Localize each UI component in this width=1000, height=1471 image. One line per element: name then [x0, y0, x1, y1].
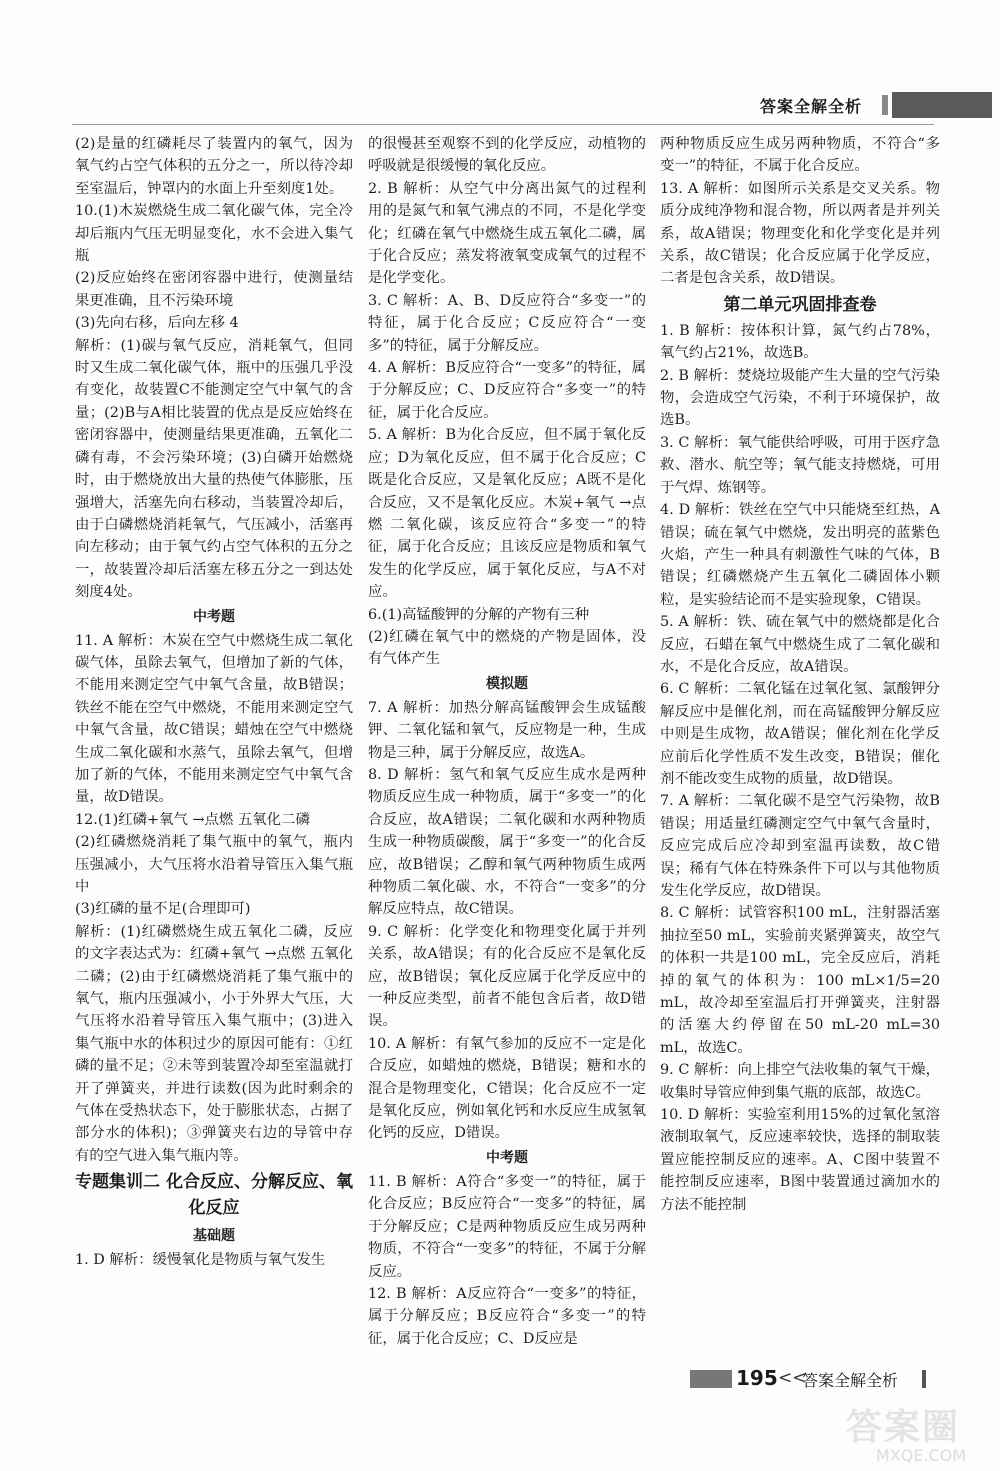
- subsection-heading: 基础题: [193, 1228, 235, 1245]
- subsection-heading: 模拟题: [486, 675, 528, 692]
- header-gray-block: [892, 92, 992, 118]
- subsection-heading: 中考题: [486, 1149, 528, 1166]
- answer-item: 的很慢甚至观察不到的化学反应，动植物的呼吸就是很缓慢的氧化反应。: [368, 136, 646, 175]
- answer-item: 12.(1)红磷+氧气 →点燃 五氧化二磷 (2)红磷燃烧消耗了集气瓶中的氧气，瓶内压强减小，大气压将水沿着导管压入集气瓶中 (3)红磷的量不足(合理即可) 解析：(1)红磷燃烧生成五氧化二磷，反应的文字表达式为：红磷+氧气 →点燃 五氧化二磷；(2)由于红磷燃烧消耗了集气瓶中的氧气，瓶内压强减小，小于外界大气压，大气压将水沿着导管压入集气瓶中；(3)进入集气瓶中水的体积过少的原因可能有：①红磷的量不足；②未等到装置冷却至室温就打开了弹簧夹，并进行读数(因为此时剩余的气体在受热状态下，处于膨胀状态，占据了部分水的体积)；③弹簧夹右边的导管中存有的空气进入集气瓶内等。: [75, 811, 353, 1164]
- watermark-logo-text: 答案圈: [846, 1407, 961, 1448]
- answer-item: 12. B 解析：A反应符合“一变多”的特征，属于分解反应；B反应符合“多变一”的特征，属于化合反应；C、D反应是: [368, 1285, 646, 1347]
- answer-item: 3. C 解析：氧气能供给呼吸，可用于医疗急救、潜水、航空等；氧气能支持燃烧，可用于气焊、炼钢等。: [660, 434, 940, 496]
- double-chevron-icon: <<: [778, 1368, 807, 1388]
- answer-item: 6. C 解析：二氧化锰在过氧化氢、氯酸钾分解反应中是催化剂，而在高锰酸钾分解反应中则是生成物，故A错误；催化剂在化学反应前后化学性质不发生改变，B错误；催化剂不能改变生成物的质量，故D错误。: [660, 681, 940, 787]
- answer-item: 1. B 解析：按体积计算，氮气约占78%，氧气约占21%，故选B。: [660, 322, 940, 362]
- footer-gray-block: [690, 1370, 732, 1388]
- answer-item: 6.(1)高锰酸钾的分解的产物有三种 (2)红磷在氧气中的燃烧的产物是固体，没有气体产生: [368, 606, 646, 668]
- answer-item: 8. D 解析：氢气和氧气反应生成水是两种物质反应生成一种物质，属于“多变一”的化合反应，故A错误；二氧化碳和水两种物质生成一种物质碳酸，属于“多变一”的化合反应，故B错误；乙醇和氧气两种物质生成两种物质二氧化碳、水，不符合“一变多”的分解反应特点，故C错误。: [368, 766, 646, 918]
- header-title: 答案全解全析: [760, 97, 863, 116]
- answer-item: 10.(1)木炭燃烧生成二氧化碳气体，完全冷却后瓶内气压无明显变化，水不会进入集气瓶 (2)反应始终在密闭容器中进行，使测量结果更准确，且不污染环境 (3)先向右移，后向左移 4 解析：(1)碳与氧气反应，消耗氧气，但同时又生成二氧化碳气体，瓶中的压强几乎没有变化，故装置C不能测定空气中氧气的含量；(2)B与A相比装置的优点是反应始终在密闭容器中，使测量结果更准确，五氧化二磷有毒，不会污染环境；(3)白磷开始燃烧时，由于燃烧放出大量的热使气体膨胀，压强增大，活塞先向右移动，当装置冷却后，由于白磷燃烧消耗氧气，气压减小，活塞再向左移动；由于氧气约占空气体积的五分之一，故装置冷却后活塞左移五分之一到达处刻度4处。: [75, 203, 353, 601]
- answer-item: 13. A 解析：如图所示关系是交叉关系。物质分成纯净物和混合物，所以两者是并列关系，故A错误；物理变化和化学变化是并列关系，故C错误；化合反应属于化学反应，二者是包含关系，故D错误。: [660, 180, 940, 287]
- answer-item: 11. B 解析：A符合“多变一”的特征，属于化合反应；B反应符合“一变多”的特征，属于分解反应；C是两种物质反应生成另两种物质，不符合“一变多”的特征，不属于分解反应。: [368, 1173, 646, 1280]
- header-divider: [882, 95, 888, 115]
- page-footer: [690, 1366, 935, 1392]
- answer-item: 5. A 解析：铁、硫在氧气中的燃烧都是化合反应，石蜡在氧气中燃烧生成了二氧化碳和水，不是化合反应，故A错误。: [660, 614, 940, 675]
- answer-item: 10. A 解析：有氧气参加的反应不一定是化合反应，如蜡烛的燃烧，B错误；糖和水的混合是物理变化，C错误；化合反应不一定是氧化反应，例如氧化钙和水反应生成氢氧化钙的反应，D错误。: [368, 1035, 646, 1142]
- section-heading: 专题集训二 化合反应、分解反应、氧化反应: [75, 1172, 353, 1219]
- header-rule: [72, 124, 934, 125]
- answer-item: 10. D 解析：实验室利用15%的过氧化氢溶液制取氧气，反应速率较快，选择的制取装置应能控制反应的速率。A、C图中装置不能控制反应速率，B图中装置通过滴加水的方法不能控制: [660, 1107, 940, 1213]
- answer-item: 8. C 解析：试管容积100 mL，注射器活塞抽拉至50 mL，实验前夹紧弹簧夹，故空气的体积一共是100 mL，完全反应后，消耗掉的氧气的体积为：100 mL×1/5=20 mL，故冷却至室温后打开弹簧夹，注射器的活塞大约停留在50 mL-20 mL=30 mL，故选C。: [660, 905, 940, 1056]
- answer-item: 2. B 解析：从空气中分离出氮气的过程利用的是氮气和氧气沸点的不同，不是化学变化；红磷在氧气中燃烧生成五氧化二磷，属于化合反应；蒸发将液氧变成氧气的过程不是化学变化。: [368, 180, 646, 287]
- site-watermark: [846, 1409, 996, 1465]
- answer-item: 5. A 解析：B为化合反应，但不属于氧化反应；D为氧化反应，但不属于化合反应；C既是化合反应，又是氧化反应；A既不是化合反应，又不是氧化反应。木炭+氧气 →点燃 二氧化碳，该反应符合“多变一”的特征，属于化合反应；且该反应是物质和氧气发生的化学反应，属于氧化反应，与A不对应。: [368, 427, 646, 601]
- watermark-site: MXQE.COM: [875, 1446, 967, 1465]
- footer-divider: [922, 1370, 926, 1388]
- column-right: [660, 133, 940, 1216]
- answer-item: 7. A 解析：二氧化碳不是空气污染物，故B错误；用适量红磷测定空气中氧气含量时，反应完成后应冷却到室温再读数，故C错误；稀有气体在特殊条件下可以与其他物质发生化学反应，故D错误。: [660, 793, 940, 899]
- column-left: [75, 133, 353, 1272]
- page-header: [760, 92, 992, 118]
- page-number: 195: [736, 1366, 778, 1390]
- answer-item: 3. C 解析：A、B、D反应符合“多变一”的特征，属于化合反应；C反应符合“一变多”的特征，属于分解反应。: [368, 292, 646, 354]
- answer-item: 2. B 解析：焚烧垃圾能产生大量的空气污染物，会造成空气污染，不利于环境保护，故选B。: [660, 367, 940, 429]
- answer-item: 9. C 解析：向上排空气法收集的氧气干燥，收集时导管应伸到集气瓶的底部，故选C。: [660, 1062, 940, 1101]
- column-middle: [368, 133, 646, 1350]
- answer-item: 11. A 解析：木炭在空气中燃烧生成二氧化碳气体，虽除去氧气，但增加了新的气体，不能用来测定空气中氧气含量，故B错误；铁丝不能在空气中燃烧，不能用来测定空气中氧气含量，故C错误；蜡烛在空气中燃烧生成二氧化碳和水蒸气，虽除去氧气，但增加了新的气体，不能用来测定空气中氧气含量，故D错误。: [75, 632, 353, 806]
- answer-item: 7. A 解析：加热分解高锰酸钾会生成锰酸钾、二氧化锰和氧气，反应物是一种，生成物是三种，属于分解反应，故选A。: [368, 699, 646, 761]
- answer-item: 1. D 解析：缓慢氧化是物质与氧气发生: [75, 1252, 326, 1269]
- subsection-heading: 中考题: [193, 608, 235, 625]
- answer-item: (2)是量的红磷耗尽了装置内的氧气，因为氧气约占空气体积的五分之一，所以待冷却至室温后，钟罩内的水面上升至刻度1处。: [75, 136, 353, 197]
- footer-label: 答案全解全析: [802, 1371, 899, 1390]
- answer-item: 两种物质反应生成另两种物质，不符合“多变一”的特征，不属于化合反应。: [660, 136, 940, 175]
- answer-item: 4. D 解析：铁丝在空气中只能烧至红热，A错误；硫在氧气中燃烧，发出明亮的蓝紫色火焰，产生一种具有刺激性气味的气体，B错误；红磷燃烧产生五氧化二磷固体小颗粒，是实验结论而不是实验现象，C错误。: [660, 502, 940, 608]
- answer-item: 9. C 解析：化学变化和物理变化属于并列关系，故A错误；有的化合反应不是氧化反应，故B错误；氧化反应属于化学反应中的一种反应类型，前者不能包含后者，故D错误。: [368, 923, 646, 1030]
- section-heading: 第二单元巩固排查卷: [723, 294, 877, 315]
- answer-item: 4. A 解析：B反应符合“一变多”的特征，属于分解反应；C、D反应符合“多变一”的特征，属于化合反应。: [368, 360, 646, 421]
